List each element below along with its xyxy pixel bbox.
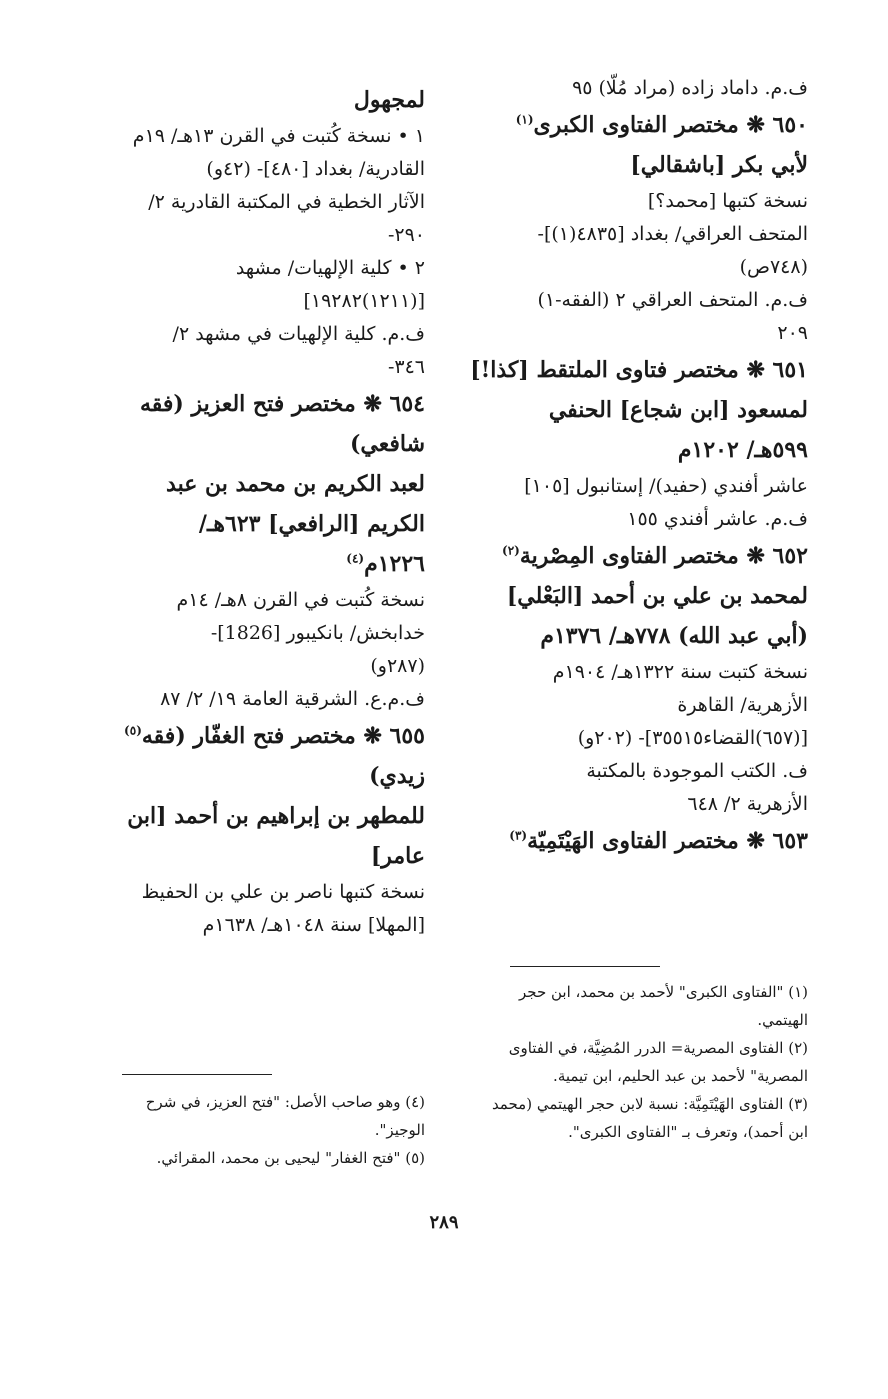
entry-heading: الكريم [الرافعي] ٦٢٣هـ/ (198, 511, 425, 537)
entry-heading: ٥٩٩هـ/ ١٢٠٢م (677, 437, 808, 463)
footnote-line: (٣) الفتاوى الهَيْتَمِيَّة: نسبة لابن حجر الهيتمي (محمد (491, 1095, 808, 1113)
right-column (465, 72, 808, 861)
footnote-line: الهيتمي. (757, 1011, 808, 1029)
text-line (80, 384, 425, 424)
entry-heading: شافعي) (349, 431, 425, 457)
text-line (465, 218, 808, 251)
text-line (80, 909, 425, 942)
footnotes-left (80, 1088, 425, 1172)
entry-text: الأزهرية/ القاهرة (677, 694, 808, 716)
text-line (80, 617, 425, 650)
entry-text: ف.م. داماد زاده (مراد مُلّا) ٩٥ (572, 77, 808, 99)
text-line (465, 755, 808, 788)
entry-heading: ٦٥١ ❋ مختصر فتاوى الملتقط [كذا!] (470, 357, 808, 383)
text-line (465, 536, 808, 576)
entry-text: ف.م. كلية الإلهيات في مشهد ٢/ (172, 323, 425, 345)
text-line (465, 656, 808, 689)
entry-heading: لمجهول (353, 87, 425, 113)
text-line (80, 544, 425, 584)
entry-text: نسخة كتبها [محمد؟] (647, 190, 808, 212)
footnote-line: (٢) الفتاوى المصرية= الدرر المُضِيَّة، في الفتاوى (508, 1039, 808, 1057)
footnote-marker: (١) (515, 112, 534, 127)
text-line (80, 683, 425, 716)
text-line (80, 876, 425, 909)
text-line (465, 821, 808, 861)
text-line (465, 689, 808, 722)
text-line (465, 430, 808, 470)
footnote-line: المصرية" لأحمد بن عبد الحليم، ابن تيمية. (553, 1067, 808, 1085)
text-line (465, 616, 808, 656)
entry-text: [(١٢١١)١٩٢٨٢] (303, 290, 425, 312)
text-line (80, 186, 425, 219)
text-line (80, 285, 425, 318)
entry-text: ف. الكتب الموجودة بالمكتبة (586, 760, 808, 782)
entry-text: ١ • نسخة كُتبت في القرن ١٣هـ/ ١٩م (132, 125, 425, 147)
footnote-line: (٥) "فتح الغفار" ليحيى بن محمد، المقرائي. (156, 1149, 425, 1167)
entry-text: ٢٩٠- (387, 224, 425, 246)
text-line (465, 105, 808, 145)
text-line (80, 836, 425, 876)
footnotes-right (468, 978, 808, 1146)
text-line (465, 350, 808, 390)
entry-text: [(٦٥٧)القضاء٣٥٥١٥]- (٢٠٢و) (577, 727, 808, 749)
text-line (465, 390, 808, 430)
text-line (80, 153, 425, 186)
entry-text: ف.م. عاشر أفندي ١٥٥ (627, 508, 808, 530)
entry-heading: ٦٥٢ ❋ مختصر الفتاوى المِصْرية (519, 543, 808, 569)
text-line (80, 756, 425, 796)
entry-heading: ٦٥٥ ❋ مختصر فتح الغفّار (فقه (141, 723, 425, 749)
entry-heading: ١٢٢٦م (364, 551, 425, 577)
text-line (465, 145, 808, 185)
entry-text: ٢٠٩ (777, 322, 808, 344)
entry-heading: لمسعود [ابن شجاع] الحنفي (548, 397, 808, 423)
entry-text: خدابخش/ بانكيبور [1826]- (210, 622, 425, 644)
entry-heading: للمطهر بن إبراهيم بن أحمد [ابن (127, 803, 425, 829)
text-line (465, 251, 808, 284)
entry-heading: لعبد الكريم بن محمد بن عبد (166, 471, 425, 497)
entry-heading: عامر] (370, 843, 425, 869)
entry-heading: (أبي عبد الله) ٧٧٨هـ/ ١٣٧٦م (540, 623, 808, 649)
footnote-line: الوجيز". (374, 1121, 425, 1139)
footnote-rule-right (510, 966, 660, 967)
footnote-marker: (٥) (124, 723, 142, 738)
text-line (465, 722, 808, 755)
left-column (80, 80, 425, 942)
footnote-line: (١) "الفتاوى الكبرى" لأحمد بن محمد، ابن حجر (519, 983, 808, 1001)
entry-text: (٧٤٨ص) (739, 256, 808, 278)
text-line (465, 788, 808, 821)
entry-heading: زيدي) (369, 763, 425, 789)
text-line (465, 185, 808, 218)
footnote-line: (٤) وهو صاحب الأصل: "فتح العزيز، في شرح (145, 1093, 425, 1111)
text-line (80, 252, 425, 285)
text-line (80, 584, 425, 617)
entry-text: ف.م.ع. الشرقية العامة ١٩/ ٢/ ٨٧ (160, 688, 425, 710)
text-line (80, 318, 425, 351)
entry-heading: لمحمد بن علي بن أحمد [البَعْلي] (506, 583, 808, 609)
text-line (80, 219, 425, 252)
footnote-marker: (٤) (346, 551, 365, 566)
entry-text: [المهلا] سنة ١٠٤٨هـ/ ١٦٣٨م (202, 914, 425, 936)
text-line (80, 80, 425, 120)
entry-text: الآثار الخطية في المكتبة القادرية ٢/ (148, 191, 425, 213)
footnote-rule-left (122, 1074, 272, 1075)
page-number: ٢٨٩ (429, 1212, 459, 1233)
entry-text: نسخة كتبها ناصر بن علي بن الحفيظ (141, 881, 425, 903)
text-line (465, 503, 808, 536)
entry-text: (٢٨٧و) (370, 655, 425, 677)
text-line (80, 424, 425, 464)
entry-text: الأزهرية ٢/ ٦٤٨ (687, 793, 808, 815)
text-line (80, 351, 425, 384)
text-line (465, 576, 808, 616)
text-line (80, 120, 425, 153)
entry-text: نسخة كتبت سنة ١٣٢٢هـ/ ١٩٠٤م (552, 661, 808, 683)
text-line (465, 72, 808, 105)
footnote-marker: (٣) (509, 828, 528, 843)
entry-text: ٣٤٦- (387, 356, 425, 378)
entry-text: عاشر أفندي (حفيد)/ إستانبول [١٠٥] (524, 475, 808, 497)
footnote-marker: (٢) (502, 543, 520, 558)
entry-heading: ٦٥٠ ❋ مختصر الفتاوى الكبرى (533, 112, 808, 138)
text-line (465, 470, 808, 503)
entry-heading: لأبي بكر [باشقالي] (630, 152, 808, 178)
entry-text: ف.م. المتحف العراقي ٢ (الفقه-١) (537, 289, 808, 311)
text-line (465, 284, 808, 317)
entry-text: القادرية/ بغداد [٤٨٠]- (٤٢و) (206, 158, 425, 180)
entry-text: المتحف العراقي/ بغداد [٤٨٣٥(١)]- (537, 223, 808, 245)
text-line (80, 504, 425, 544)
text-line (80, 716, 425, 756)
footnote-line: ابن أحمد)، وتعرف بـ "الفتاوى الكبرى". (568, 1123, 808, 1141)
entry-heading: ٦٥٤ ❋ مختصر فتح العزيز (فقه (139, 391, 425, 417)
entry-text: نسخة كُتبت في القرن ٨هـ/ ١٤م (176, 589, 425, 611)
text-line (80, 796, 425, 836)
entry-heading: ٦٥٣ ❋ مختصر الفتاوى الهَيْتَمِيّة (527, 828, 808, 854)
text-line (465, 317, 808, 350)
text-line (80, 650, 425, 683)
entry-text: ٢ • كلية الإلهيات/ مشهد (235, 257, 425, 279)
text-line (80, 464, 425, 504)
